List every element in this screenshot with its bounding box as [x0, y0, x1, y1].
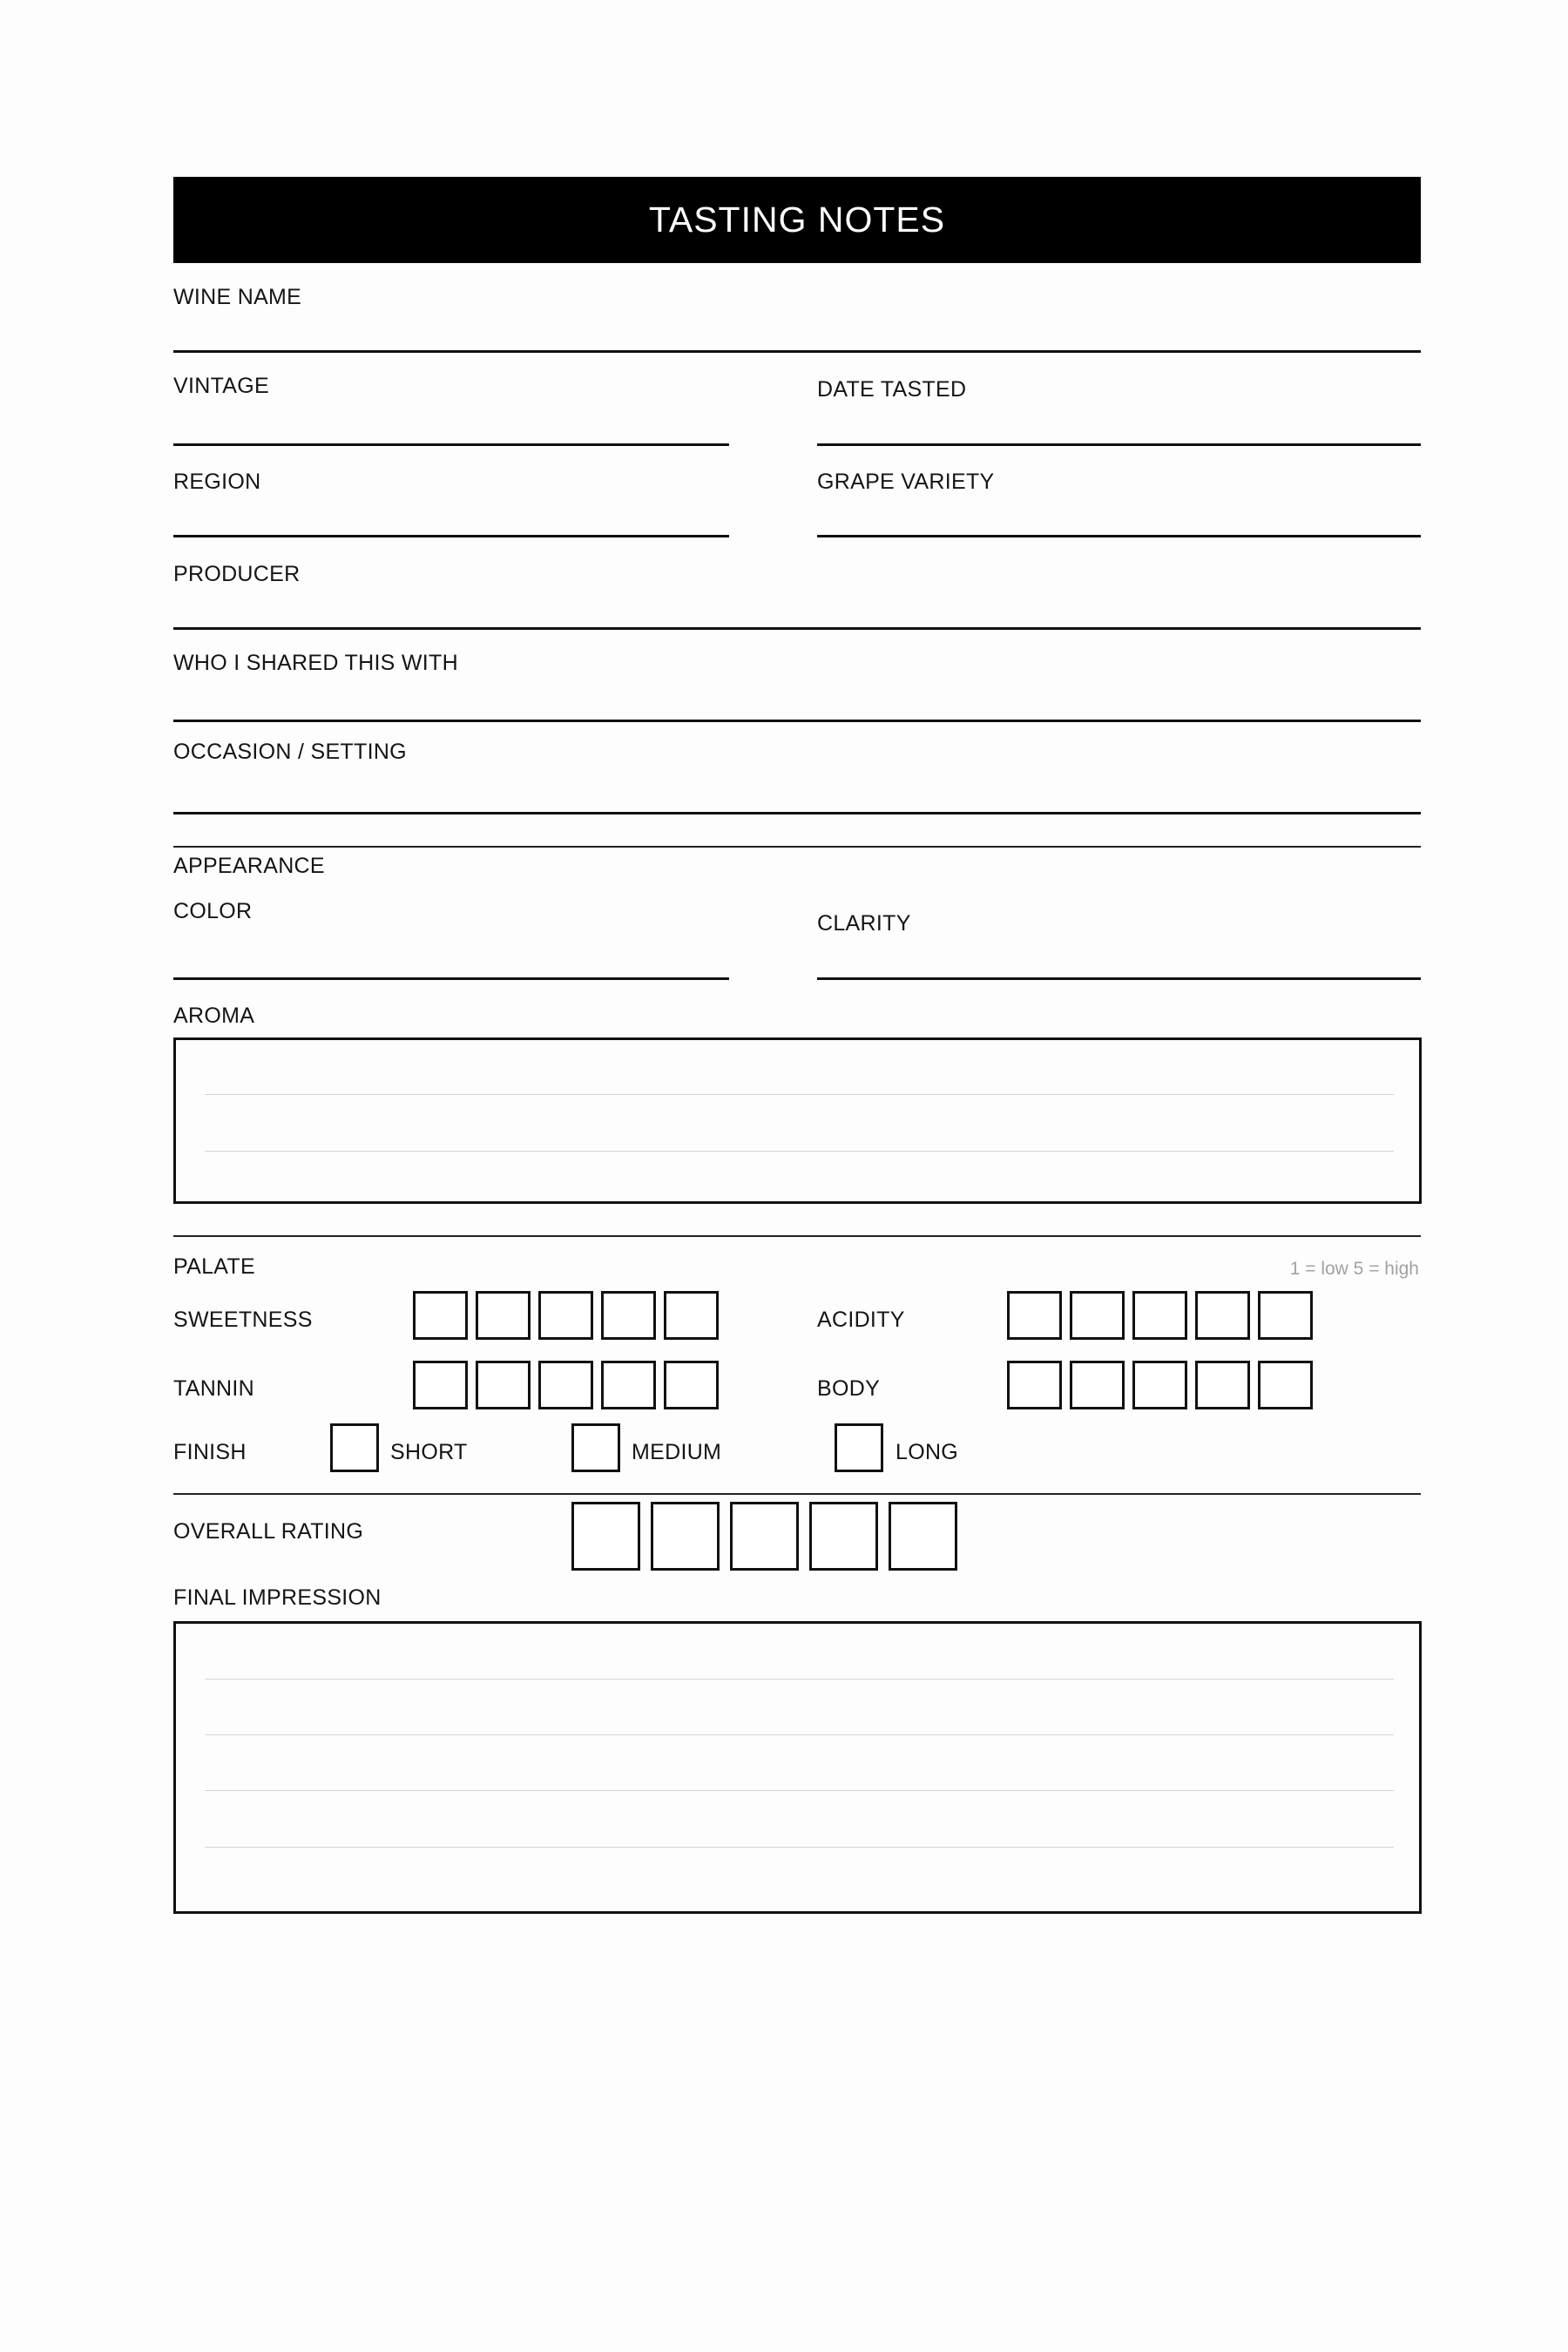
finish-long-label: LONG [896, 1440, 959, 1464]
body-box-1[interactable] [1007, 1361, 1062, 1409]
scale-hint: 1 = low 5 = high [1289, 1259, 1419, 1279]
tannin-box-1[interactable] [413, 1361, 468, 1409]
tannin-box-3[interactable] [538, 1361, 593, 1409]
overall-rating-label: OVERALL RATING [173, 1519, 364, 1544]
sweetness-box-2[interactable] [476, 1291, 531, 1340]
body-box-2[interactable] [1070, 1361, 1125, 1409]
finish-long-checkbox[interactable] [835, 1423, 883, 1472]
overall-rating-box-3[interactable] [730, 1502, 799, 1571]
overall-rating-box-4[interactable] [809, 1502, 878, 1571]
final-impression-notes-box[interactable] [173, 1621, 1422, 1914]
vintage-label: VINTAGE [173, 374, 269, 398]
vintage-field[interactable] [173, 443, 729, 446]
clarity-field[interactable] [817, 977, 1421, 980]
grape-variety-label: GRAPE VARIETY [817, 470, 995, 494]
clarity-label: CLARITY [817, 911, 911, 936]
color-label: COLOR [173, 899, 253, 923]
section-divider [173, 1493, 1421, 1495]
overall-rating-box-2[interactable] [651, 1502, 720, 1571]
body-box-4[interactable] [1195, 1361, 1250, 1409]
finish-medium-checkbox[interactable] [571, 1423, 620, 1472]
appearance-heading: APPEARANCE [173, 854, 325, 878]
section-divider [173, 846, 1421, 848]
acidity-box-5[interactable] [1258, 1291, 1313, 1340]
shared-with-field[interactable] [173, 720, 1421, 722]
aroma-heading: AROMA [173, 1004, 255, 1028]
color-field[interactable] [173, 977, 729, 980]
producer-label: PRODUCER [173, 562, 301, 586]
producer-field[interactable] [173, 627, 1421, 630]
aroma-notes-box[interactable] [173, 1037, 1422, 1204]
sweetness-box-1[interactable] [413, 1291, 468, 1340]
date-tasted-field[interactable] [817, 443, 1421, 446]
wine-name-label: WINE NAME [173, 285, 302, 309]
acidity-box-1[interactable] [1007, 1291, 1062, 1340]
body-label: BODY [817, 1376, 881, 1401]
page-title-bar [173, 177, 1421, 263]
note-line [205, 1151, 1394, 1152]
region-label: REGION [173, 470, 261, 494]
sweetness-box-3[interactable] [538, 1291, 593, 1340]
tannin-label: TANNIN [173, 1376, 254, 1401]
finish-medium-label: MEDIUM [632, 1440, 722, 1464]
note-line [205, 1847, 1394, 1848]
sweetness-box-5[interactable] [664, 1291, 719, 1340]
overall-rating-box-1[interactable] [571, 1502, 640, 1571]
tannin-box-2[interactable] [476, 1361, 531, 1409]
finish-short-checkbox[interactable] [330, 1423, 379, 1472]
finish-short-label: SHORT [390, 1440, 468, 1464]
tannin-box-4[interactable] [601, 1361, 656, 1409]
region-field[interactable] [173, 535, 729, 537]
acidity-box-2[interactable] [1070, 1291, 1125, 1340]
note-line [205, 1094, 1394, 1095]
date-tasted-label: DATE TASTED [817, 377, 967, 402]
overall-rating-box-5[interactable] [889, 1502, 957, 1571]
occasion-label: OCCASION / SETTING [173, 740, 407, 764]
acidity-label: ACIDITY [817, 1308, 905, 1332]
finish-label: FINISH [173, 1440, 247, 1464]
body-box-3[interactable] [1132, 1361, 1187, 1409]
note-line [205, 1790, 1394, 1791]
note-line [205, 1679, 1394, 1680]
acidity-box-4[interactable] [1195, 1291, 1250, 1340]
final-impression-heading: FINAL IMPRESSION [173, 1585, 382, 1610]
body-box-5[interactable] [1258, 1361, 1313, 1409]
page-title: TASTING NOTES [648, 199, 946, 240]
sweetness-label: SWEETNESS [173, 1308, 313, 1332]
tannin-box-5[interactable] [664, 1361, 719, 1409]
occasion-field[interactable] [173, 812, 1421, 814]
acidity-box-3[interactable] [1132, 1291, 1187, 1340]
wine-name-field[interactable] [173, 350, 1421, 353]
grape-variety-field[interactable] [817, 535, 1421, 537]
sweetness-box-4[interactable] [601, 1291, 656, 1340]
section-divider [173, 1235, 1421, 1237]
note-line [205, 1734, 1394, 1735]
shared-with-label: WHO I SHARED THIS WITH [173, 651, 458, 675]
palate-heading: PALATE [173, 1254, 255, 1279]
